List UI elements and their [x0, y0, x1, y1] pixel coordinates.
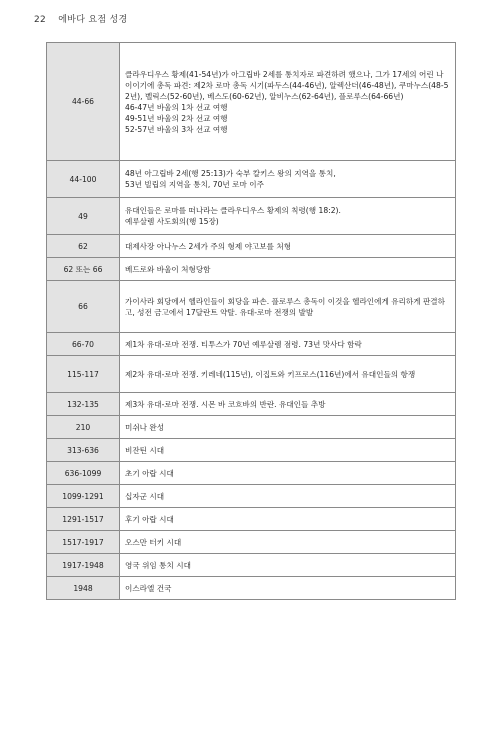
period-cell: 62	[47, 235, 120, 258]
table-row	[47, 356, 456, 393]
period-cell: 1917-1948	[47, 554, 120, 577]
event-cell	[120, 198, 456, 235]
page-header	[34, 12, 128, 25]
table-row	[47, 416, 456, 439]
event-line: 초기 아랍 시대	[125, 468, 174, 478]
page-number: 22	[34, 15, 47, 25]
event-cell	[120, 235, 456, 258]
period-cell: 210	[47, 416, 120, 439]
table-row	[47, 161, 456, 198]
table-row	[47, 554, 456, 577]
period-cell: 66-70	[47, 333, 120, 356]
period-cell: 1948	[47, 577, 120, 600]
table-row	[47, 462, 456, 485]
period-cell: 115-117	[47, 356, 120, 393]
period-cell: 66	[47, 281, 120, 333]
timeline-table	[46, 42, 456, 600]
event-cell	[120, 43, 456, 161]
event-line: 53년 빌립의 지역을 통치, 70년 로마 이주	[125, 180, 264, 189]
period-cell: 1291-1517	[47, 508, 120, 531]
event-cell	[120, 485, 456, 508]
event-line: 비잔틴 시대	[125, 445, 165, 455]
period-cell: 44-66	[47, 43, 120, 161]
event-line: 십자군 시대	[125, 491, 165, 501]
event-line: 클라우디우스 황제(41-54년)가 아그립바 2세를 통치자로 파견하려 했으나, 그가 17세의 어린 나이이기에 총독 파견: 제2차 로마 총독 시기(파두스(44-46년), 알렉산더(46-48년), 쿠마누스(48-52년), 벨릭스(52-60년), 베스도(60-62년), 알비누스(62-64년), 플로루스(64-66년)	[125, 69, 449, 101]
event-cell	[120, 531, 456, 554]
event-cell	[120, 281, 456, 333]
table-row	[47, 531, 456, 554]
period-cell: 44-100	[47, 161, 120, 198]
event-line: 후기 아랍 시대	[125, 514, 174, 524]
event-line: 52-57년 바울의 3차 선교 여행	[125, 124, 228, 134]
table-row	[47, 439, 456, 462]
period-cell: 1517-1917	[47, 531, 120, 554]
period-cell: 132-135	[47, 393, 120, 416]
event-line: 제3차 유대-로마 전쟁. 시몬 바 코흐바의 반란. 유대인들 추방	[125, 399, 326, 409]
period-cell: 636-1099	[47, 462, 120, 485]
event-cell	[120, 577, 456, 600]
event-line: 48년 아그립바 2세(행 25:13)가 숙부 칼키스 왕의 지역을 통치,	[125, 169, 336, 178]
event-line: 오스만 터키 시대	[125, 537, 182, 547]
table-row	[47, 43, 456, 161]
period-cell: 313-636	[47, 439, 120, 462]
event-cell	[120, 554, 456, 577]
event-line: 46-47년 바울의 1차 선교 여행	[125, 102, 228, 112]
event-line: 가이사라 회당에서 헬라인들이 회당을 파손. 플로루스 총독이 이것을 헬라인에게 유리하게 판결하고, 성전 금고에서 17달란트 약탈. 유대-로마 전쟁의 발발	[125, 296, 445, 317]
table-row	[47, 198, 456, 235]
event-cell	[120, 416, 456, 439]
table-row	[47, 281, 456, 333]
period-cell: 49	[47, 198, 120, 235]
period-cell: 1099-1291	[47, 485, 120, 508]
event-line: 제1차 유대-로마 전쟁. 티투스가 70년 예루살렘 점령. 73년 맛사다 함락	[125, 339, 362, 349]
table-row	[47, 508, 456, 531]
event-cell	[120, 439, 456, 462]
event-cell	[120, 161, 456, 198]
event-cell	[120, 462, 456, 485]
event-line: 49-51년 바울의 2차 선교 여행	[125, 113, 228, 123]
event-cell	[120, 508, 456, 531]
event-line: 대제사장 아나누스 2세가 주의 형제 야고보를 처형	[125, 241, 292, 251]
event-cell	[120, 333, 456, 356]
event-line: 미쉬나 완성	[125, 422, 165, 432]
period-cell: 62 또는 66	[47, 258, 120, 281]
event-line: 베드로와 바울이 처형당함	[125, 264, 211, 274]
table-row	[47, 258, 456, 281]
event-line: 제2차 유대-로마 전쟁. 키레네(115년), 이집트와 키프로스(116년)에서 유대인들의 항쟁	[125, 369, 416, 379]
event-line: 예루살렘 사도회의(행 15장)	[125, 217, 219, 226]
event-line: 이스라엘 건국	[125, 583, 172, 593]
event-cell	[120, 356, 456, 393]
event-line: 유대인들은 로마를 떠나라는 클라우디우스 황제의 칙령(행 18:2).	[125, 206, 341, 215]
table-row	[47, 485, 456, 508]
event-line: 영국 위임 통치 시대	[125, 560, 191, 570]
book-title: 에바다 요점 성경	[58, 15, 128, 25]
event-cell	[120, 393, 456, 416]
table-row	[47, 577, 456, 600]
table-row	[47, 235, 456, 258]
event-cell	[120, 258, 456, 281]
table-row	[47, 333, 456, 356]
timeline-body	[47, 43, 456, 600]
table-row	[47, 393, 456, 416]
